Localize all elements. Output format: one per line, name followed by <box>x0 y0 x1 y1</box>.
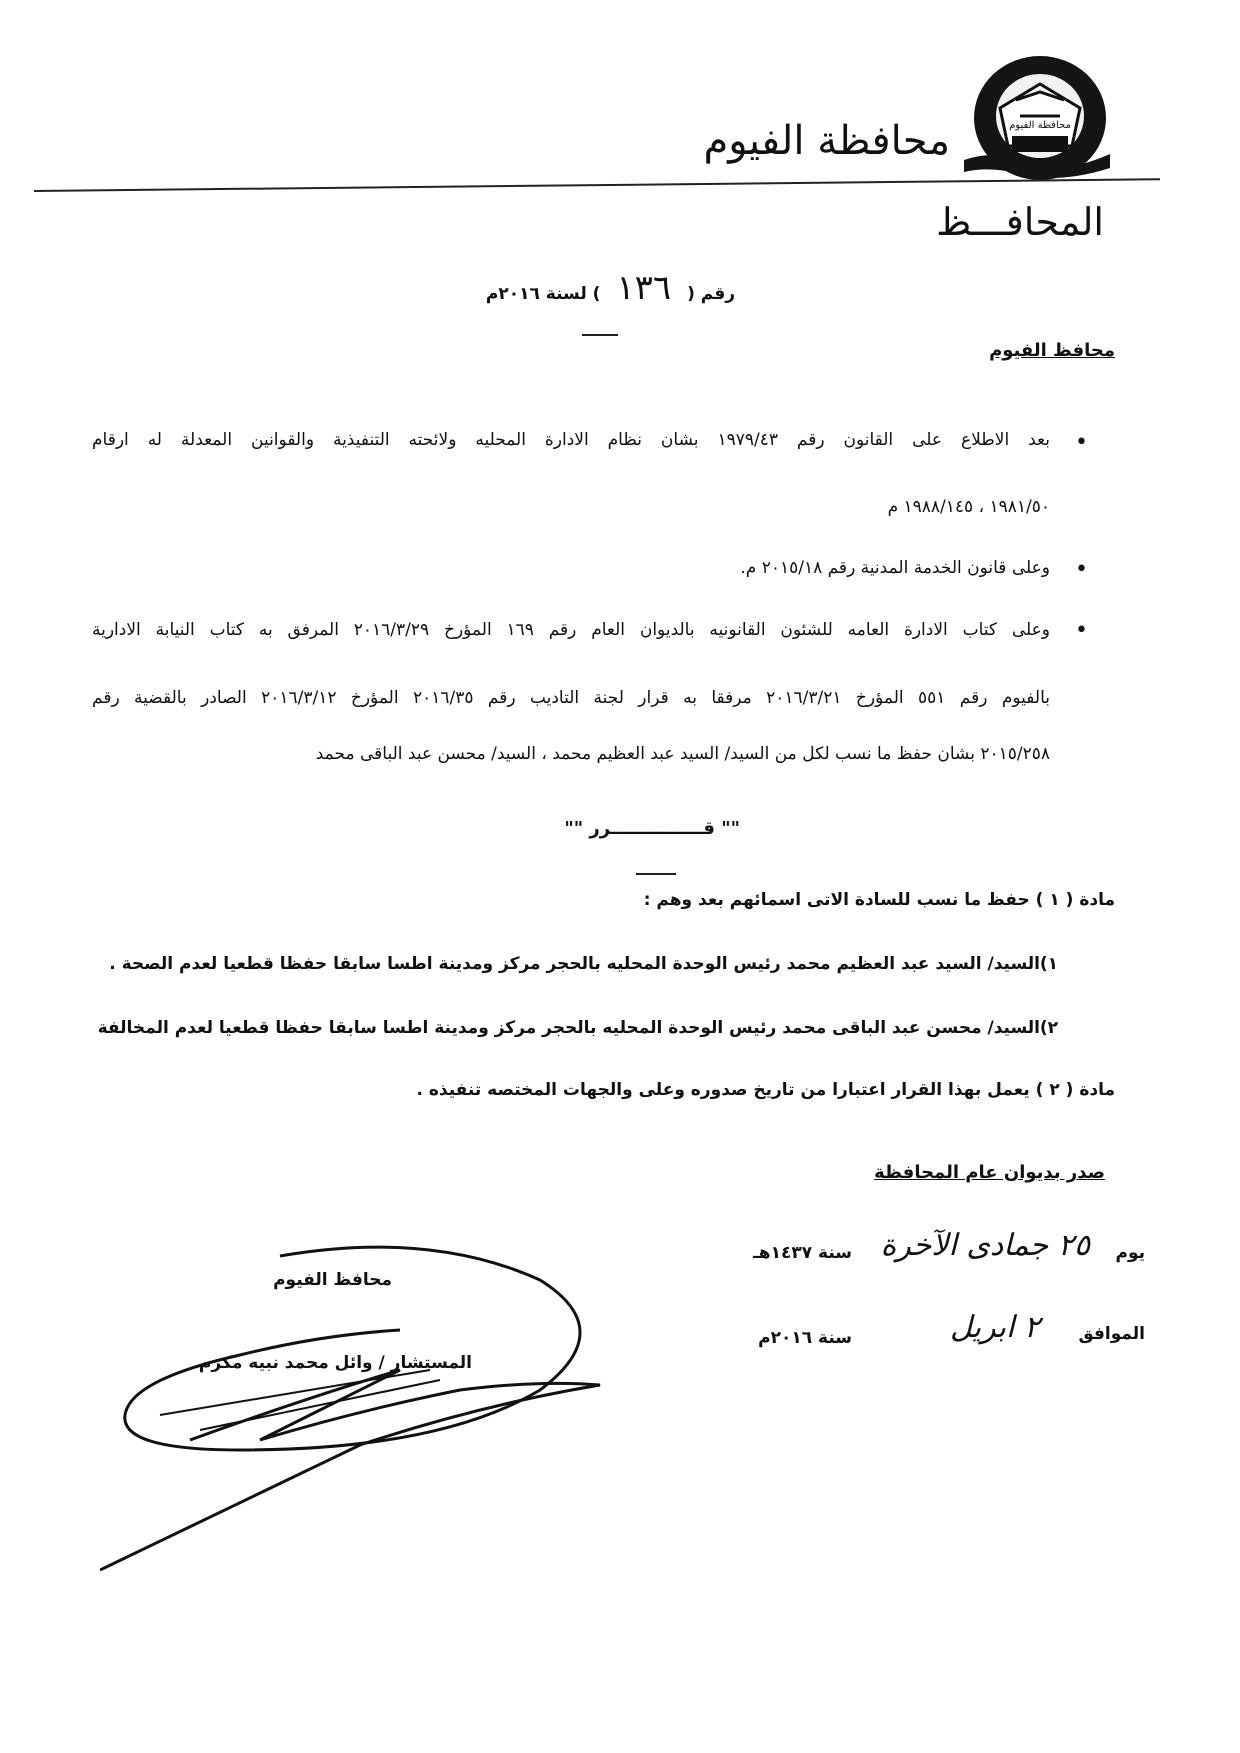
issued-at: صدر بديوان عام المحافظة <box>874 1162 1105 1183</box>
hijri-date-prefix: يوم <box>1115 1243 1145 1263</box>
preamble-1-line-2: ١٩٨١/٥٠ ، ١٩٨٨/١٤٥ م <box>887 497 1050 517</box>
governorate-name: محافظة الفيوم <box>703 118 950 164</box>
preamble-1-line-1: بعد الاطلاع على القانون رقم ١٩٧٩/٤٣ بشان نظام الادارة المحليه ولائحته التنفيذية والقوانين المعدلة له ارقام <box>92 430 1050 450</box>
addressee: محافظ الفيوم <box>989 340 1115 361</box>
decree-underline <box>582 334 618 336</box>
decree-number-label: رقم ( <box>687 284 735 304</box>
item-2-number: ٢) <box>1039 1018 1058 1038</box>
signatory-title: محافظ الفيوم <box>273 1270 392 1290</box>
decree-number-line <box>486 268 735 308</box>
gregorian-year: سنة ٢٠١٦م <box>758 1328 852 1348</box>
hijri-year: سنة ١٤٣٧هـ <box>752 1243 852 1263</box>
office-title: المحافـــظ <box>936 200 1104 244</box>
decision-title: "" قـــــــــــــــرر "" <box>564 818 740 839</box>
preamble-3-line-1: وعلى كتاب الادارة العامه للشئون القانونيه بالديوان العام رقم ١٦٩ المؤرخ ٢٠١٦/٣/٢٩ المرفق به كتاب النيابة الادارية <box>92 620 1050 640</box>
preamble-3-line-2: بالفيوم رقم ٥٥١ المؤرخ ٢٠١٦/٣/٢١ مرفقا به قرار لجنة التاديب رقم ٢٠١٦/٣٥ المؤرخ ٢٠١٦/٣/١٢ الصادر بالقضية رقم <box>92 688 1050 708</box>
article-1: مادة ( ١ ) حفظ ما نسب للسادة الاتى اسمائهم بعد وهم : <box>643 890 1115 910</box>
preamble-3-line-3: ٢٠١٥/٢٥٨ بشان حفظ ما نسب لكل من السيد/ السيد عبد العظيم محمد ، السيد/ محسن عبد الباقى محمد <box>315 744 1050 764</box>
bullet-icon: • <box>1075 557 1088 582</box>
decision-underline <box>636 873 676 875</box>
gregorian-date-prefix: الموافق <box>1078 1324 1145 1344</box>
header-divider <box>34 178 1160 192</box>
gregorian-date-handwritten: ٢ ابريل <box>950 1310 1040 1345</box>
decree-year-label: ) لسنة ٢٠١٦م <box>485 284 601 304</box>
decree-number-handwritten: ١٣٦ <box>616 268 672 308</box>
bullet-icon: • <box>1075 430 1088 455</box>
signature-scribble-icon <box>100 1240 660 1580</box>
item-1: السيد/ السيد عبد العظيم محمد رئيس الوحدة المحليه بالحجر مركز ومدينة اطسا سابقا حفظا قطعيا لعدم الصحة . <box>109 954 1040 974</box>
article-2: مادة ( ٢ ) يعمل بهذا القرار اعتبارا من تاريخ صدوره وعلى والجهات المختصه تنفيذه . <box>416 1080 1115 1100</box>
item-2: السيد/ محسن عبد الباقى محمد رئيس الوحدة المحليه بالحجر مركز ومدينة اطسا سابقا حفظا قطعيا لعدم المخالفة <box>97 1018 1040 1038</box>
governorate-seal-icon <box>960 56 1112 184</box>
hijri-date-handwritten: ٢٥ جمادى الآخرة <box>880 1228 1090 1263</box>
svg-text:محافظة الفيوم: محافظة الفيوم <box>1009 120 1071 131</box>
bullet-icon: • <box>1075 618 1088 643</box>
preamble-2: وعلى قانون الخدمة المدنية رقم ٢٠١٥/١٨ م. <box>740 558 1050 578</box>
item-1-number: ١) <box>1039 954 1058 974</box>
signatory-name: المستشار / وائل محمد نبيه مكرم <box>198 1353 472 1373</box>
